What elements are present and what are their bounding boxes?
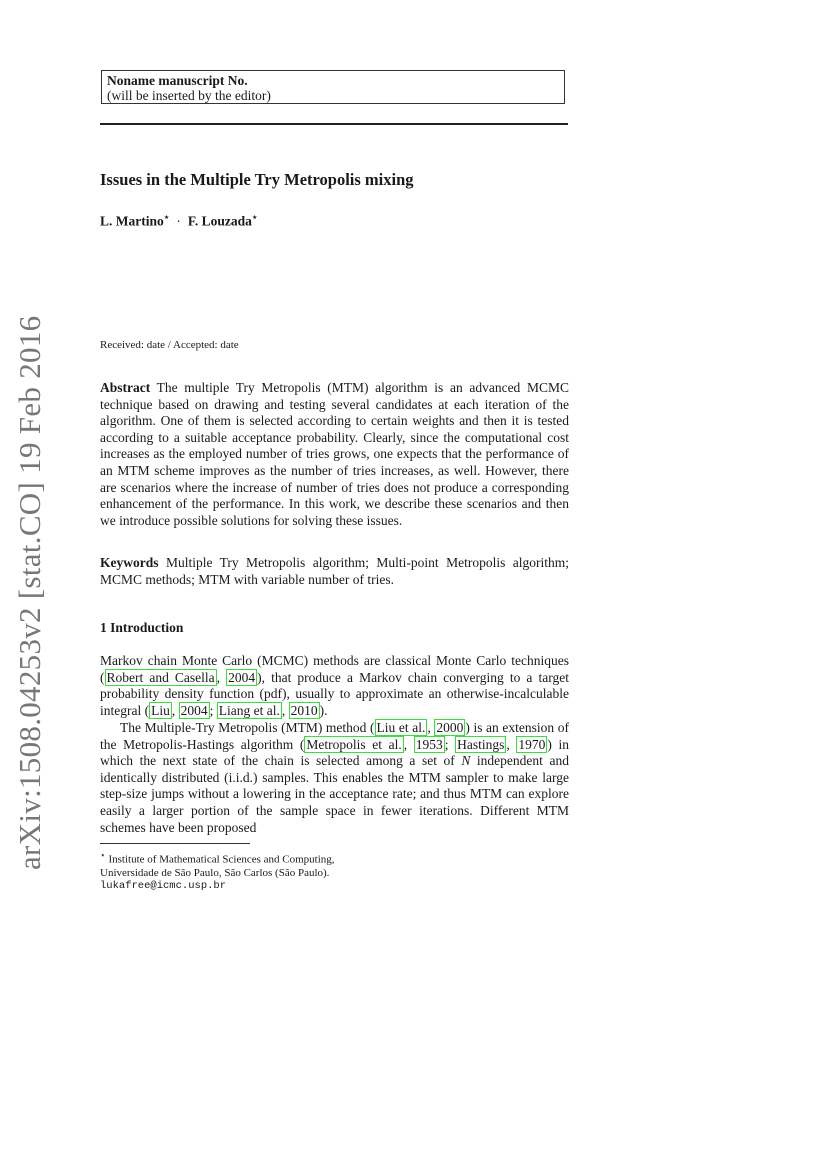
author-martino: L. Martino xyxy=(100,213,164,229)
body-text: , xyxy=(403,736,414,752)
body-text: , xyxy=(281,702,289,718)
body-text: ) in which the next state of the chain is selected among a set of xyxy=(100,736,570,769)
keywords-text: Multiple Try Metropolis algorithm; Multi-point Metropolis algorithm; MCMC methods; MTM with variable number of tries. xyxy=(100,555,569,587)
body-text: ) is an extension of the Metropolis-Hastings algorithm ( xyxy=(100,720,570,752)
author-affiliation-mark: ⋆ xyxy=(163,212,170,222)
paper-title: Issues in the Multiple Try Metropolis mixing xyxy=(100,170,414,189)
citation-link[interactable]: Hastings xyxy=(457,736,505,752)
intro-paragraph-1 xyxy=(100,653,569,719)
keywords-label: Keywords xyxy=(100,555,159,570)
body-text: ; xyxy=(209,702,217,718)
abstract xyxy=(100,380,569,529)
citation-link[interactable]: Metropolis et al. xyxy=(306,736,402,752)
citation-year-link[interactable]: 2004 xyxy=(228,669,256,685)
header-rule xyxy=(100,123,568,125)
body-text: , xyxy=(171,702,179,718)
body-text: , xyxy=(427,720,435,735)
footnote-rule xyxy=(100,843,250,844)
body-text: The Multiple-Try Metropolis (MTM) method ( xyxy=(120,720,375,735)
citation-year-link[interactable]: 2000 xyxy=(436,720,464,735)
footnote-affiliation-2: Universidade de São Paulo, São Carlos (São Paulo). xyxy=(100,867,330,880)
citation-link[interactable]: Liu xyxy=(151,702,170,718)
manuscript-box xyxy=(101,70,565,104)
section-number: 1 xyxy=(100,620,107,635)
intro-paragraph-2 xyxy=(100,720,569,836)
manuscript-editor-note: (will be inserted by the editor) xyxy=(107,88,271,103)
arxiv-identifier-stamp: arXiv:1508.04253v2 [stat.CO] 19 Feb 2016 xyxy=(12,315,47,870)
body-text: ; xyxy=(444,736,456,752)
manuscript-number: Noname manuscript No. xyxy=(107,73,248,88)
footnote-email[interactable]: lukafree@icmc.usp.br xyxy=(100,880,227,893)
body-text: , xyxy=(216,669,227,685)
body-text: , xyxy=(506,736,517,752)
body-text: ), that produce a Markov chain converging to a target probability density function (pdf), usually to approximate an otherwise-incalculable integral ( xyxy=(100,669,569,718)
citation-year-link[interactable]: 2004 xyxy=(180,702,208,718)
citation-link[interactable]: Liang et al. xyxy=(218,702,280,718)
author-affiliation-mark: ⋆ xyxy=(251,212,258,222)
math-variable-n: N xyxy=(461,753,471,769)
citation-year-link[interactable]: 1970 xyxy=(518,736,546,752)
footnote-text: Institute of Mathematical Sciences and Computing, xyxy=(108,853,335,866)
footnote-affiliation-1 xyxy=(100,849,569,867)
citation-link[interactable]: Robert and Casella xyxy=(106,669,215,685)
received-accepted-line: Received: date / Accepted: date xyxy=(100,339,239,351)
citation-link[interactable]: Liu et al. xyxy=(376,720,426,735)
citation-year-link[interactable]: 2010 xyxy=(290,702,318,718)
body-text: independent and identically distributed (i.i.d.) samples. This enables the MTM sampler to make large step-size jumps without a lowering in the acceptance rate; and thus MTM can explore easily a larger portion of the sample space in fewer iterations. Different MTM schemes have been proposed xyxy=(100,753,569,835)
section-heading xyxy=(100,620,183,636)
keywords xyxy=(100,555,569,588)
author-line xyxy=(100,212,258,230)
abstract-text: The multiple Try Metropolis (MTM) algorithm is an advanced MCMC technique based on drawing and testing several candidates at each iteration of the algorithm. One of them is selected according to certain weights and then it is tested according to a suitable acceptance probability. Clearly, since the computational cost increases as the employed number of tries grows, one expects that the performance of an MTM scheme improves as the number of tries increases, as well. However, there are scenarios where the increase of number of tries does not produce a corresponding enhancement of the performance. In this work, we describe these scenarios and then we introduce possible solutions for solving these issues. xyxy=(100,380,569,528)
body-text: ). xyxy=(319,702,328,718)
footnote xyxy=(100,849,569,894)
abstract-label: Abstract xyxy=(100,380,151,395)
author-louzada: F. Louzada xyxy=(187,213,252,229)
citation-year-link[interactable]: 1953 xyxy=(415,736,443,752)
body-text: Markov chain Monte Carlo (MCMC) methods are classical Monte Carlo techniques ( xyxy=(100,653,569,685)
author-separator: · xyxy=(176,213,181,229)
footnote-mark: ⋆ xyxy=(100,850,106,860)
section-title: Introduction xyxy=(110,620,184,635)
